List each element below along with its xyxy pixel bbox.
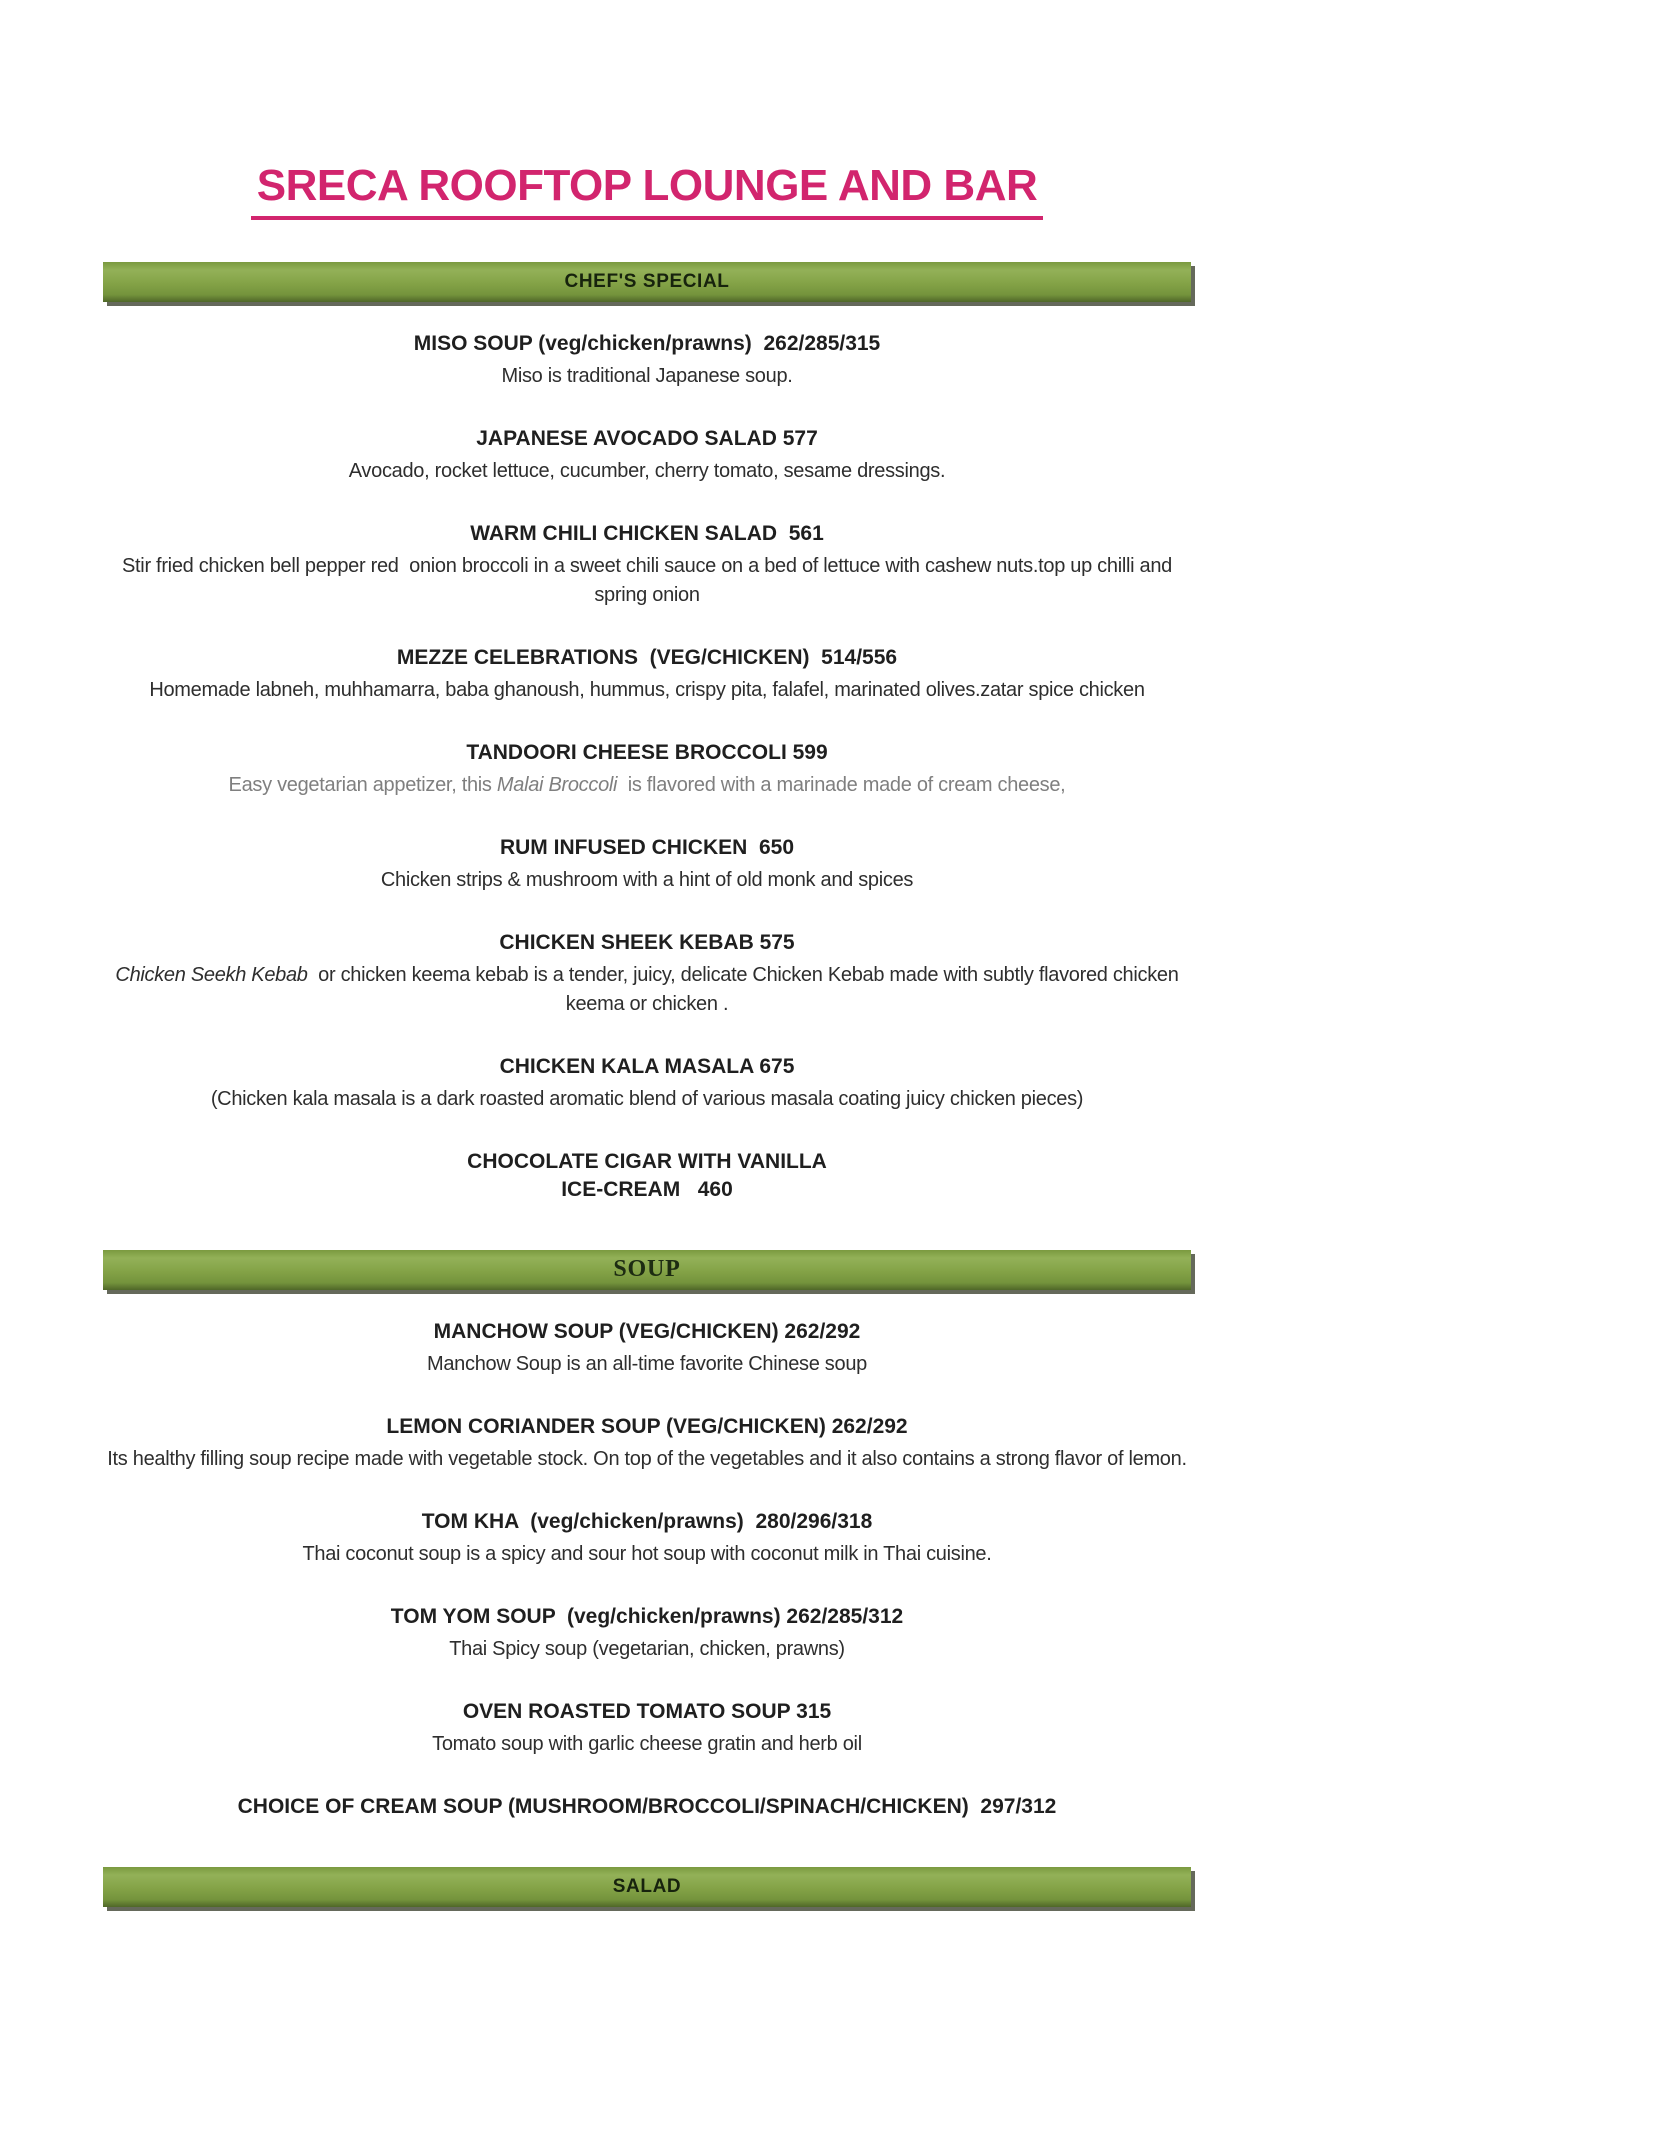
menu-item-name: CHOICE OF CREAM SOUP (MUSHROOM/BROCCOLI/SPINACH/CHICKEN) 297/312 [237, 1794, 1057, 1818]
menu-item-description-segment: Chicken strips & mushroom with a hint of old monk and spices [380, 868, 914, 891]
menu-item-name: LEMON CORIANDER SOUP (VEG/CHICKEN) 262/292 [386, 1414, 908, 1438]
menu-item-description [103, 1730, 1191, 1759]
menu-item-description-segment: Its healthy filling soup recipe made with vegetable stock. On top of the vegetables and it also contains a strong flavor of lemon. [107, 1447, 1187, 1470]
section-banner-salad [103, 1867, 1191, 1907]
menu-item [103, 1053, 1191, 1114]
menu-item [103, 330, 1191, 391]
title-wrap [103, 0, 1191, 220]
menu-item-name: RUM INFUSED CHICKEN 650 [499, 835, 795, 859]
menu-document [103, 0, 1191, 1907]
section-banner-soup [103, 1250, 1191, 1290]
menu-item-name: JAPANESE AVOCADO SALAD 577 [476, 426, 818, 450]
menu-item-description-segment: Thai Spicy soup (vegetarian, chicken, prawns) [449, 1637, 845, 1660]
menu-item [103, 1318, 1191, 1379]
menu-item-description-segment: Tomato soup with garlic cheese gratin and herb oil [432, 1732, 862, 1755]
menu-item-description [103, 457, 1191, 486]
menu-item-description [103, 1540, 1191, 1569]
menu-item-name: CHICKEN KALA MASALA 675 [499, 1054, 795, 1078]
menu-item-description-segment: Avocado, rocket lettuce, cucumber, cherry tomato, sesame dressings. [348, 459, 946, 482]
menu-item-description-segment: Stir fried chicken bell pepper red onion broccoli in a sweet chili sauce on a bed of lettuce with cashew nuts.top up chilli and spring onion [122, 554, 1178, 606]
menu-item [103, 1698, 1191, 1759]
menu-item-description-segment: Manchow Soup is an all-time favorite Chinese soup [427, 1352, 867, 1375]
menu-item-description [103, 961, 1191, 1019]
page-title: SRECA ROOFTOP LOUNGE AND BAR [251, 160, 1044, 220]
menu-item-description [103, 771, 1191, 800]
menu-item-description [103, 866, 1191, 895]
menu-item-name: CHOCOLATE CIGAR WITH VANILLA [467, 1149, 827, 1173]
menu-sections [103, 262, 1191, 1907]
menu-item-name: MEZZE CELEBRATIONS (VEG/CHICKEN) 514/556 [396, 645, 898, 669]
menu-item [103, 1148, 1191, 1204]
menu-item-description [103, 676, 1191, 705]
menu-item-description-segment: Easy vegetarian appetizer, this [228, 773, 497, 796]
menu-item-description-segment: or chicken keema kebab is a tender, juicy, delicate Chicken Kebab made with subtly flavored chicken keema or chicken . [307, 963, 1184, 1015]
menu-item [103, 520, 1191, 610]
menu-item-description [103, 552, 1191, 610]
menu-item-name: ICE-CREAM 460 [561, 1177, 733, 1201]
section-banner-chef-s-special [103, 262, 1191, 302]
menu-item-description-segment: Thai coconut soup is a spicy and sour hot soup with coconut milk in Thai cuisine. [302, 1542, 992, 1565]
menu-item [103, 1603, 1191, 1664]
menu-item-description-italic-segment: Chicken Seekh Kebab [115, 963, 308, 986]
section-banner-label: CHEF'S SPECIAL [564, 270, 730, 292]
menu-item-description-segment: is flavored with a marinade made of cream cheese, [617, 773, 1066, 796]
menu-item [103, 1508, 1191, 1569]
menu-item-name: MANCHOW SOUP (VEG/CHICKEN) 262/292 [433, 1319, 861, 1343]
menu-item [103, 1793, 1191, 1821]
menu-item-description [103, 1350, 1191, 1379]
menu-item [103, 739, 1191, 800]
menu-item-description [103, 1085, 1191, 1114]
menu-item-description [103, 1445, 1191, 1474]
menu-item-name: TOM YOM SOUP (veg/chicken/prawns) 262/285/312 [390, 1604, 904, 1628]
menu-item-name: OVEN ROASTED TOMATO SOUP 315 [462, 1699, 832, 1723]
menu-item-description [103, 362, 1191, 391]
menu-item-name: WARM CHILI CHICKEN SALAD 561 [470, 521, 824, 545]
menu-item [103, 1413, 1191, 1474]
menu-item-description [103, 1635, 1191, 1664]
menu-item [103, 644, 1191, 705]
menu-item-description-segment: Homemade labneh, muhhamarra, baba ghanoush, hummus, crispy pita, falafel, marinated olives.zatar spice chicken [149, 678, 1145, 701]
menu-item-description-segment: (Chicken kala masala is a dark roasted aromatic blend of various masala coating juicy chicken pieces) [210, 1087, 1084, 1110]
menu-item-name: TANDOORI CHEESE BROCCOLI 599 [466, 740, 828, 764]
menu-item [103, 929, 1191, 1019]
section-banner-label: SALAD [612, 1875, 682, 1897]
menu-item-name: CHICKEN SHEEK KEBAB 575 [499, 930, 795, 954]
menu-item-description-segment: Miso is traditional Japanese soup. [501, 364, 793, 387]
section-banner-label: SOUP [613, 1256, 681, 1283]
menu-item-name: MISO SOUP (veg/chicken/prawns) 262/285/315 [413, 331, 881, 355]
menu-item-name: TOM KHA (veg/chicken/prawns) 280/296/318 [421, 1509, 873, 1533]
menu-item [103, 425, 1191, 486]
menu-item [103, 834, 1191, 895]
menu-item-description-italic-segment: Malai Broccoli [496, 773, 618, 796]
